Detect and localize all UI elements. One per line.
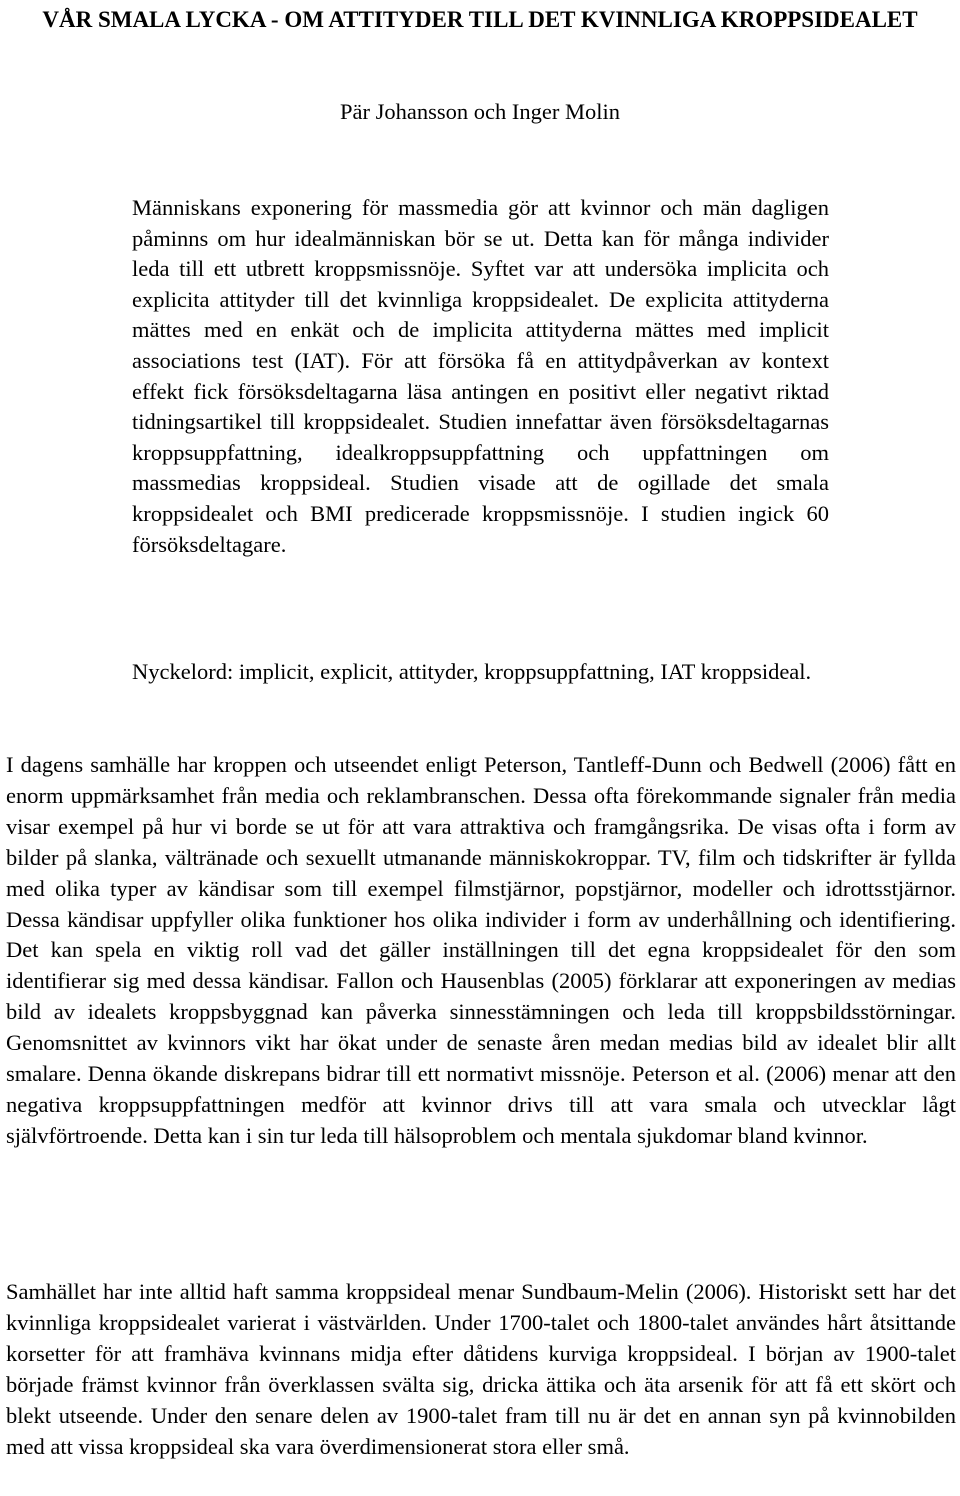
paper-authors: Pär Johansson och Inger Molin xyxy=(340,99,620,124)
abstract: Människans exponering för massmedia gör att kvinnor och män dagligen påminns om hur idealmänniskan bör se ut. Detta kan för många individer leda till ett utbrett kroppsmissnöje. Syftet var att undersöka implicita och explicita attityder till det kvinnliga kroppsidealet. De explicita attityderna mättes med en enkät och de implicita attityderna mättes med implicit associations test (IAT). För att försöka få en attitydpåverkan av kontext effekt fick försöksdeltagarna läsa antingen en positivt eller negativt riktad tidningsartikel till kroppsidealet. Studien innefattar även försöksdeltagarnas kroppsuppfattning, idealkroppsuppfattning och uppfattningen om massmedias kroppsideal. Studien visade att de ogillade det smala kroppsidealet och BMI predicerade kroppsmissnöje. I studien ingick 60 försöksdeltagare. xyxy=(132,195,829,557)
keywords: Nyckelord: implicit, explicit, attityder, kroppsuppfattning, IAT kroppsideal. xyxy=(132,659,812,684)
body-paragraph-2: Samhället har inte alltid haft samma kroppsideal menar Sundbaum-Melin (2006). Historiskt sett har det kvinnliga kroppsidealet varierat i västvärlden. Under 1700-talet och 1800-talet användes hårt åtsittande korsetter för att framhäva kvinnans midja efter dåtidens kurviga kroppsideal. I början av 1900-talet började främst kvinnor från överklassen svälta sig, dricka ättika och äta arsenik för att få ett skört och blekt utseende. Under den senare delen av 1900-talet fram till nu är det en annan syn på kvinnobilden med att vissa kroppsideal ska vara överdimensionerat stora eller små. xyxy=(6,1279,956,1459)
body-paragraph-1: I dagens samhälle har kroppen och utseendet enligt Peterson, Tantleff-Dunn och Bedwell (2006) fått en enorm uppmärksamhet från media och reklambranschen. Dessa ofta förekommande signaler från media visar exempel på hur vi borde se ut för att vara attraktiva och framgångsrika. De visas ofta i form av bilder på slanka, vältränade och sexuellt utmanande människokroppar. TV, film och tidskrifter är fyllda med olika typer av kändisar som till exempel filmstjärnor, popstjärnor, modeller och idrottsstjärnor. Dessa kändisar uppfyller olika funktioner hos olika individer i form av underhållning och identifiering. Det kan spela en viktig roll vad det gäller inställningen till det egna kroppsidealet för den som identifierar sig med dessa kändisar. Fallon och Hausenblas (2005) förklarar att exponeringen av medias bild av idealets kroppsbyggnad kan påverka sinnesstämningen och leda till kroppsbildsstörningar. Genomsnittet av kvinnors vikt har ökat under de senaste åren medan medias bild av idealet blir allt smalare. Denna ökande diskrepans bidrar till ett normativt missnöje. Peterson et al. (2006) menar att den negativa kroppsuppfattningen medför att kvinnor drivs till att vara smala och utvecklar lågt självförtroende. Detta kan i sin tur leda till hälsoproblem och mentala sjukdomar bland kvinnor. xyxy=(6,752,956,1148)
paper-title: VÅR SMALA LYCKA - OM ATTITYDER TILL DET KVINNLIGA KROPPSIDEALET xyxy=(42,7,918,32)
